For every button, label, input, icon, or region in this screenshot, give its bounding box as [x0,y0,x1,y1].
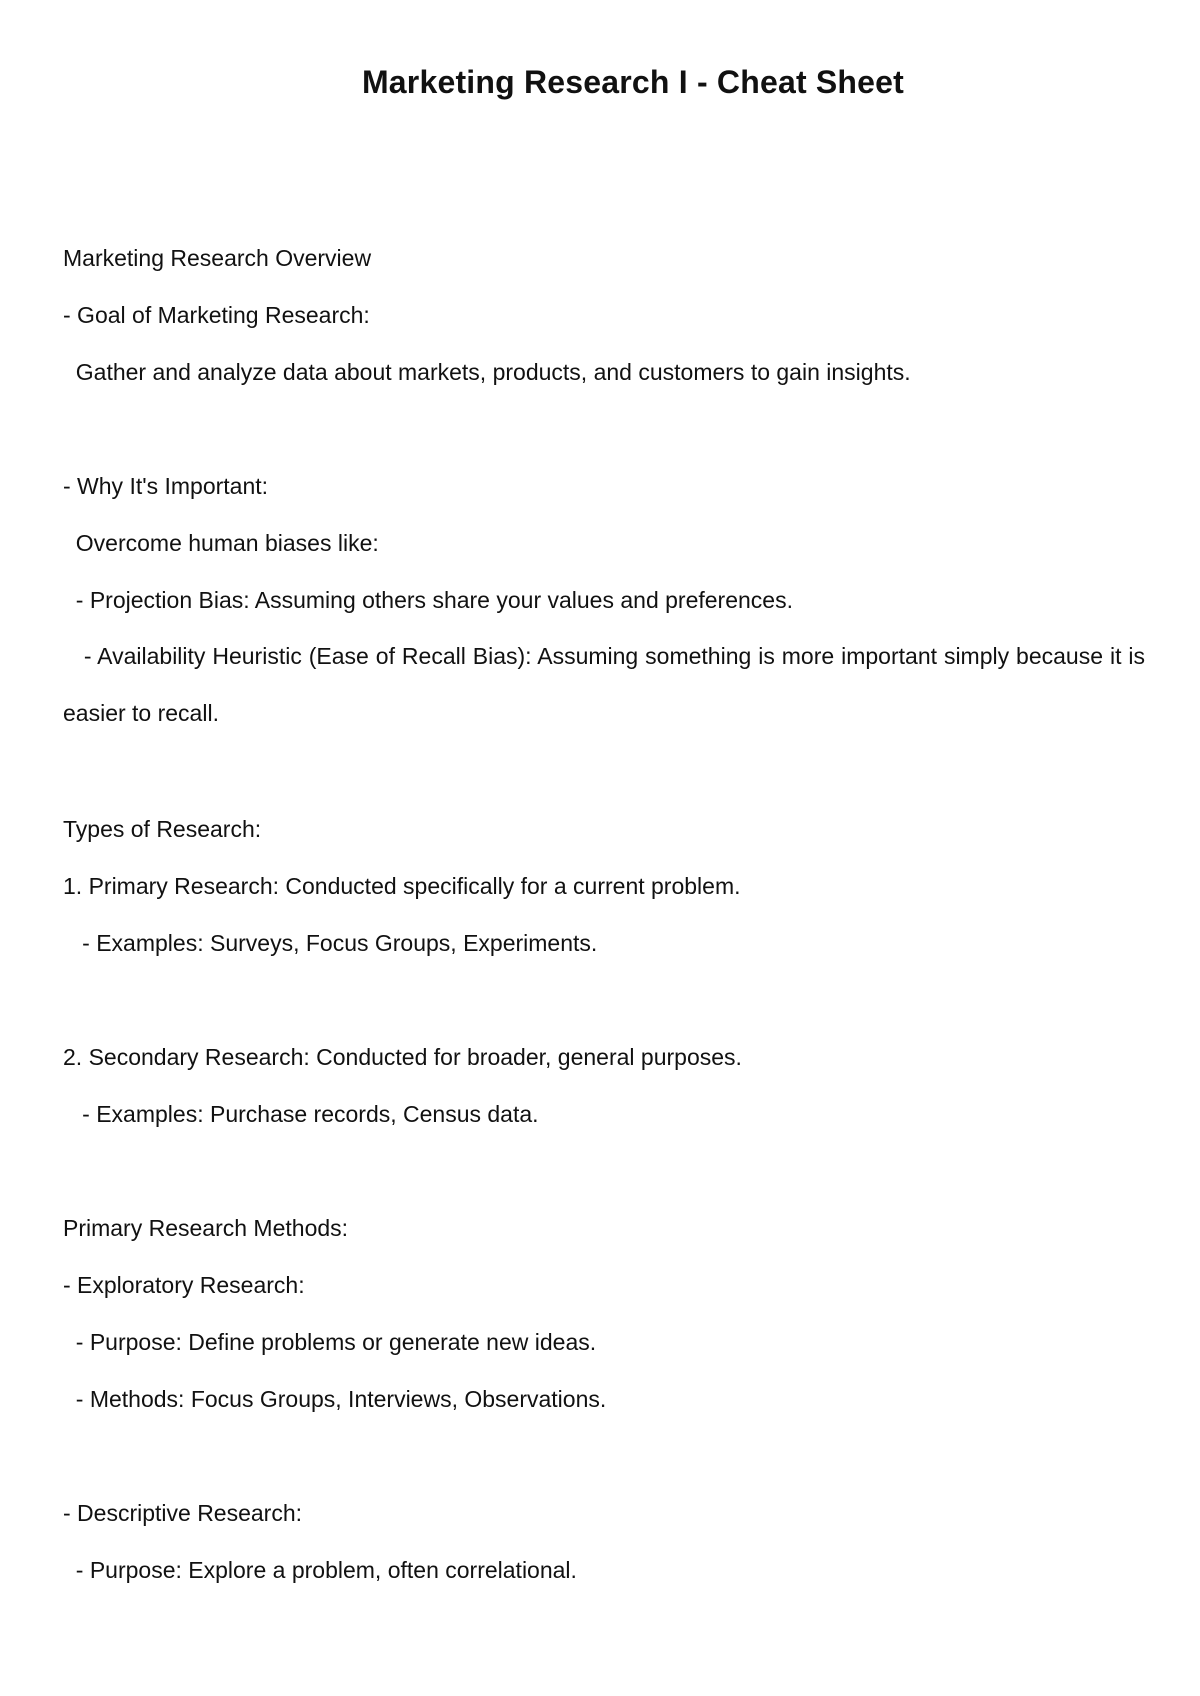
exploratory-methods: - Methods: Focus Groups, Interviews, Observations. [63,1386,607,1412]
section-heading-methods: Primary Research Methods: [63,1215,349,1241]
secondary-examples: - Examples: Purchase records, Census data. [63,1101,539,1127]
section-heading-types: Types of Research: [63,816,262,842]
section-heading-overview: Marketing Research Overview [63,245,372,271]
bullet-why-important: - Why It's Important: [63,473,269,499]
goal-text: Gather and analyze data about markets, products, and customers to gain insights. [63,359,911,385]
availability-heuristic-item: - Availability Heuristic (Ease of Recall Bias): Assuming something is more important simply because it is easier to recall. [63,643,1152,726]
descriptive-research-item: - Descriptive Research: [63,1500,303,1526]
primary-examples: - Examples: Surveys, Focus Groups, Experiments. [63,930,598,956]
projection-bias-item: - Projection Bias: Assuming others share your values and preferences. [63,587,793,613]
biases-intro: Overcome human biases like: [63,530,379,556]
secondary-research-item: 2. Secondary Research: Conducted for broader, general purposes. [63,1044,742,1070]
exploratory-research-item: - Exploratory Research: [63,1272,305,1298]
page-title: Marketing Research I - Cheat Sheet [361,64,905,100]
bullet-goal: - Goal of Marketing Research: [63,302,370,328]
primary-research-item: 1. Primary Research: Conducted specifically for a current problem. [63,873,741,899]
exploratory-purpose: - Purpose: Define problems or generate new ideas. [63,1329,597,1355]
descriptive-purpose: - Purpose: Explore a problem, often correlational. [63,1557,577,1583]
